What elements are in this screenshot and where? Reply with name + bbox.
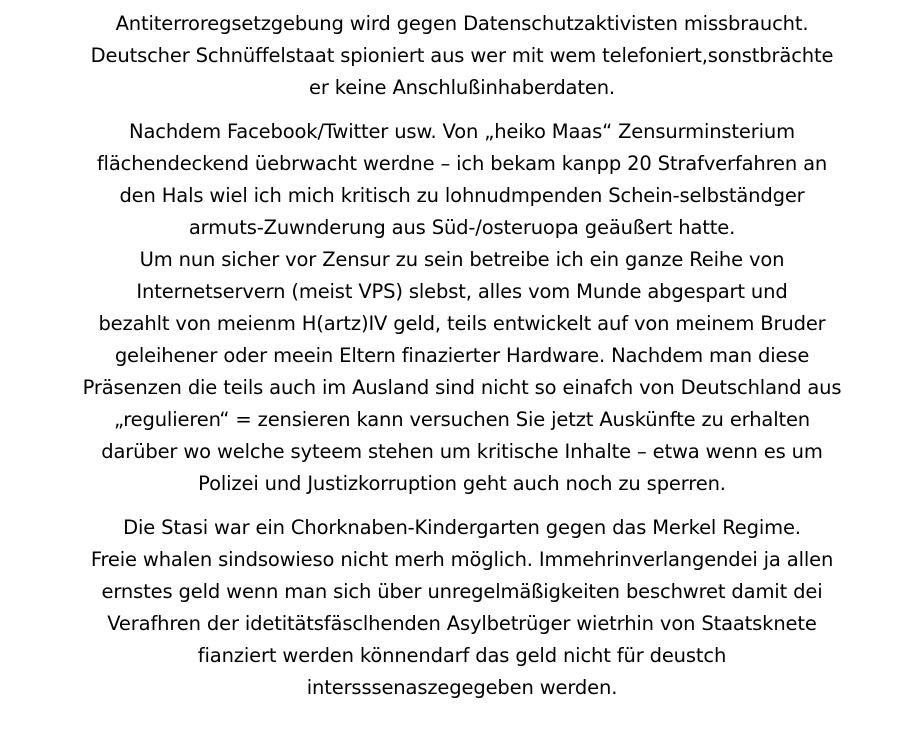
text-line: fianziert werden könnendarf das geld nicht für deustch [197, 644, 727, 667]
text-line: Internetservern (meist VPS) slebst, alles vom Munde abgespart und [136, 280, 788, 303]
text-line: Freie whalen sindsowieso nicht merh möglich. Immehrinverlangendei ja allen [90, 548, 834, 571]
text-line: „regulieren“ = zensieren kann versuchen Sie jetzt Auskünfte zu erhalten [113, 408, 811, 431]
paragraph-1 [0, 8, 924, 104]
text-line: Verafhren der idetitätsfäsclhenden Asylbetrüger wietrhin von Staatsknete [107, 612, 817, 635]
text-line: Um nun sicher vor Zensur zu sein betreibe ich ein ganze Reihe von [139, 248, 785, 271]
text-line: er keine Anschlußinhaberdaten. [309, 76, 615, 99]
text-line: Die Stasi war ein Chorknaben-Kindergarten gegen das Merkel Regime. [123, 516, 801, 539]
text-line: Polizei und Justizkorruption geht auch noch zu sperren. [198, 472, 726, 495]
text-line: ernstes geld wenn man sich über unregelmäßigkeiten beschwret damit dei [101, 580, 823, 603]
text-line: Nachdem Facebook/Twitter usw. Von „heiko Maas“ Zensurminsterium [129, 120, 795, 143]
text-line: Antiterroregsetzgebung wird gegen Datenschutzaktivisten missbraucht. [115, 12, 809, 35]
text-line: geleihener oder meein Eltern finazierter Hardware. Nachdem man diese [114, 344, 810, 367]
text-line: Deutscher Schnüffelstaat spioniert aus wer mit wem telefoniert,sonstbrächte [90, 44, 834, 67]
text-line: bezahlt von meienm H(artz)IV geld, teils entwickelt auf von meinem Bruder [98, 312, 826, 335]
paragraph-2 [0, 116, 924, 500]
text-line: darüber wo welche syteem stehen um kritische Inhalte – etwa wenn es um [101, 440, 823, 463]
paragraph-3 [0, 512, 924, 704]
text-line: intersssenaszegegeben werden. [306, 676, 618, 699]
text-line: armuts-Zuwnderung aus Süd-/osteruopa geäußert hatte. [188, 216, 736, 239]
text-line: Präsenzen die teils auch im Ausland sind nicht so einafch von Deutschland aus [82, 376, 842, 399]
text-line: flächendeckend üebrwacht werdne – ich bekam kanpp 20 Strafverfahren an [96, 152, 828, 175]
text-line: den Hals wiel ich mich kritisch zu lohnudmpenden Schein-selbständger [119, 184, 805, 207]
